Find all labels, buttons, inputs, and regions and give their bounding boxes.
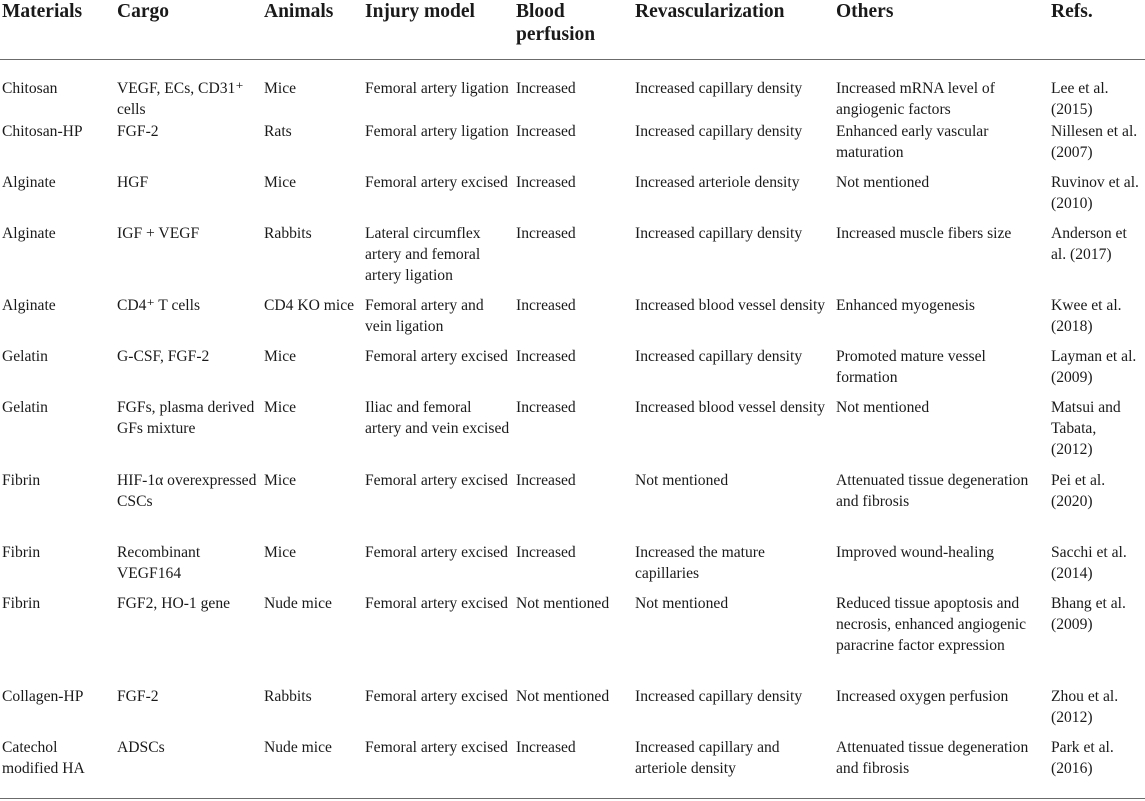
cell-revascularization: Increased blood vessel density: [635, 296, 826, 314]
col-header-injury-model: Injury model: [365, 0, 516, 59]
cell-materials: Fibrin: [2, 543, 41, 561]
cell-animals: CD4 KO mice: [264, 296, 355, 314]
cell-injury-model: Femoral artery excised: [365, 543, 508, 561]
cell-others: Improved wound-healing: [836, 543, 995, 561]
cell-refs: Matsui and Tabata, (2012): [1051, 398, 1121, 458]
cell-refs: Pei et al. (2020): [1051, 471, 1106, 510]
table-row: [0, 345, 1145, 396]
cell-blood-perfusion: Increased: [516, 296, 576, 314]
cell-blood-perfusion: Increased: [516, 471, 576, 489]
cell-refs: Bhang et al. (2009): [1051, 594, 1126, 633]
cell-others: Increased mRNA level of angiogenic factors: [836, 79, 995, 118]
cell-materials: Collagen-HP: [2, 687, 84, 705]
cell-refs: Zhou et al. (2012): [1051, 687, 1119, 726]
cell-injury-model: Iliac and femoral artery and vein excised: [365, 398, 510, 437]
cell-injury-model: Femoral artery ligation: [365, 79, 509, 97]
cell-cargo: G-CSF, FGF-2: [117, 347, 210, 365]
cell-materials: Chitosan-HP: [2, 122, 83, 140]
cell-revascularization: Increased arteriole density: [635, 173, 800, 191]
cell-blood-perfusion: Not mentioned: [516, 687, 610, 705]
cell-materials: Alginate: [2, 296, 56, 314]
col-header-others: Others: [836, 0, 1051, 59]
cell-revascularization: Increased capillary and arteriole density: [635, 738, 780, 777]
cell-cargo: HIF-1α overexpressed CSCs: [117, 471, 257, 510]
cell-blood-perfusion: Increased: [516, 173, 576, 191]
col-header-cargo: Cargo: [117, 0, 264, 59]
cell-animals: Rabbits: [264, 224, 312, 242]
table-row: [0, 59, 1145, 120]
cell-revascularization: Increased capillary density: [635, 347, 803, 365]
cell-cargo: HGF: [117, 173, 149, 191]
cell-blood-perfusion: Increased: [516, 543, 576, 561]
cell-animals: Rabbits: [264, 687, 312, 705]
table-row: [0, 685, 1145, 736]
col-header-revascularization: Revascularization: [635, 0, 836, 59]
cell-animals: Mice: [264, 79, 297, 97]
cell-blood-perfusion: Not mentioned: [516, 594, 610, 612]
cell-cargo: FGF-2: [117, 687, 159, 705]
cell-revascularization: Increased the mature capillaries: [635, 543, 765, 582]
cell-animals: Nude mice: [264, 738, 332, 756]
table-row: [0, 592, 1145, 685]
cell-revascularization: Increased capillary density: [635, 224, 803, 242]
cell-materials: Gelatin: [2, 398, 48, 416]
cell-others: Increased oxygen perfusion: [836, 687, 1009, 705]
cell-materials: Fibrin: [2, 594, 41, 612]
table-row: [0, 294, 1145, 345]
col-header-blood-perfusion: Blood perfusion: [516, 0, 635, 59]
cell-injury-model: Femoral artery excised: [365, 471, 508, 489]
cell-cargo: Recombinant VEGF164: [117, 543, 201, 582]
table-row: [0, 541, 1145, 592]
col-header-refs: Refs.: [1051, 0, 1145, 59]
cell-injury-model: Lateral circumflex artery and femoral artery ligation: [365, 224, 481, 284]
cell-refs: Anderson et al. (2017): [1051, 224, 1127, 263]
table-row: [0, 171, 1145, 222]
cell-revascularization: Not mentioned: [635, 471, 729, 489]
cell-blood-perfusion: Increased: [516, 122, 576, 140]
cell-injury-model: Femoral artery excised: [365, 594, 508, 612]
cell-injury-model: Femoral artery excised: [365, 173, 508, 191]
cell-cargo: ADSCs: [117, 738, 165, 756]
cell-revascularization: Increased capillary density: [635, 122, 803, 140]
cell-injury-model: Femoral artery ligation: [365, 122, 509, 140]
cell-others: Not mentioned: [836, 398, 930, 416]
cell-animals: Mice: [264, 173, 297, 191]
cell-revascularization: Increased blood vessel density: [635, 398, 826, 416]
cell-cargo: FGF-2: [117, 122, 159, 140]
cell-refs: Park et al. (2016): [1051, 738, 1114, 777]
cell-animals: Mice: [264, 398, 297, 416]
cell-animals: Rats: [264, 122, 292, 140]
cell-cargo: VEGF, ECs, CD31⁺ cells: [117, 79, 244, 118]
cell-animals: Mice: [264, 543, 297, 561]
table-row: [0, 120, 1145, 171]
cell-others: Attenuated tissue degeneration and fibrosis: [836, 738, 1029, 777]
cell-others: Not mentioned: [836, 173, 930, 191]
cell-blood-perfusion: Increased: [516, 224, 576, 242]
cell-cargo: CD4⁺ T cells: [117, 296, 201, 314]
cell-injury-model: Femoral artery and vein ligation: [365, 296, 484, 335]
cell-materials: Alginate: [2, 173, 56, 191]
cell-refs: Nillesen et al. (2007): [1051, 122, 1138, 161]
cell-injury-model: Femoral artery excised: [365, 347, 508, 365]
cell-materials: Chitosan: [2, 79, 58, 97]
table-row: [0, 222, 1145, 294]
cell-materials: Fibrin: [2, 471, 41, 489]
col-header-materials: Materials: [0, 0, 117, 59]
cell-blood-perfusion: Increased: [516, 398, 576, 416]
cell-materials: Gelatin: [2, 347, 48, 365]
cell-blood-perfusion: Increased: [516, 347, 576, 365]
col-header-animals: Animals: [264, 0, 365, 59]
cell-animals: Nude mice: [264, 594, 332, 612]
cell-refs: Kwee et al. (2018): [1051, 296, 1122, 335]
cell-cargo: IGF + VEGF: [117, 224, 200, 242]
cell-cargo: FGF2, HO-1 gene: [117, 594, 231, 612]
cell-others: Attenuated tissue degeneration and fibrosis: [836, 471, 1029, 510]
table-bottom-rule: [0, 798, 1145, 799]
cell-blood-perfusion: Increased: [516, 79, 576, 97]
cell-injury-model: Femoral artery excised: [365, 687, 508, 705]
cell-injury-model: Femoral artery excised: [365, 738, 508, 756]
cell-revascularization: Not mentioned: [635, 594, 729, 612]
cell-revascularization: Increased capillary density: [635, 687, 803, 705]
cell-blood-perfusion: Increased: [516, 738, 576, 756]
cell-others: Promoted mature vessel formation: [836, 347, 986, 386]
cell-animals: Mice: [264, 471, 297, 489]
table-row: [0, 736, 1145, 787]
cell-animals: Mice: [264, 347, 297, 365]
cell-refs: Sacchi et al. (2014): [1051, 543, 1127, 582]
cell-cargo: FGFs, plasma derived GFs mixture: [117, 398, 255, 437]
cell-materials: Catechol modified HA: [2, 738, 85, 777]
cell-refs: Ruvinov et al. (2010): [1051, 173, 1139, 212]
cell-others: Increased muscle fibers size: [836, 224, 1012, 242]
table-row: [0, 396, 1145, 469]
cell-others: Reduced tissue apoptosis and necrosis, enhanced angiogenic paracrine factor expression: [836, 594, 1027, 654]
cell-materials: Alginate: [2, 224, 56, 242]
header-row: [0, 0, 1145, 59]
table-row: [0, 469, 1145, 541]
cell-refs: Layman et al. (2009): [1051, 347, 1137, 386]
cell-others: Enhanced myogenesis: [836, 296, 976, 314]
cell-others: Enhanced early vascular maturation: [836, 122, 989, 161]
cell-refs: Lee et al. (2015): [1051, 79, 1109, 118]
cell-revascularization: Increased capillary density: [635, 79, 803, 97]
